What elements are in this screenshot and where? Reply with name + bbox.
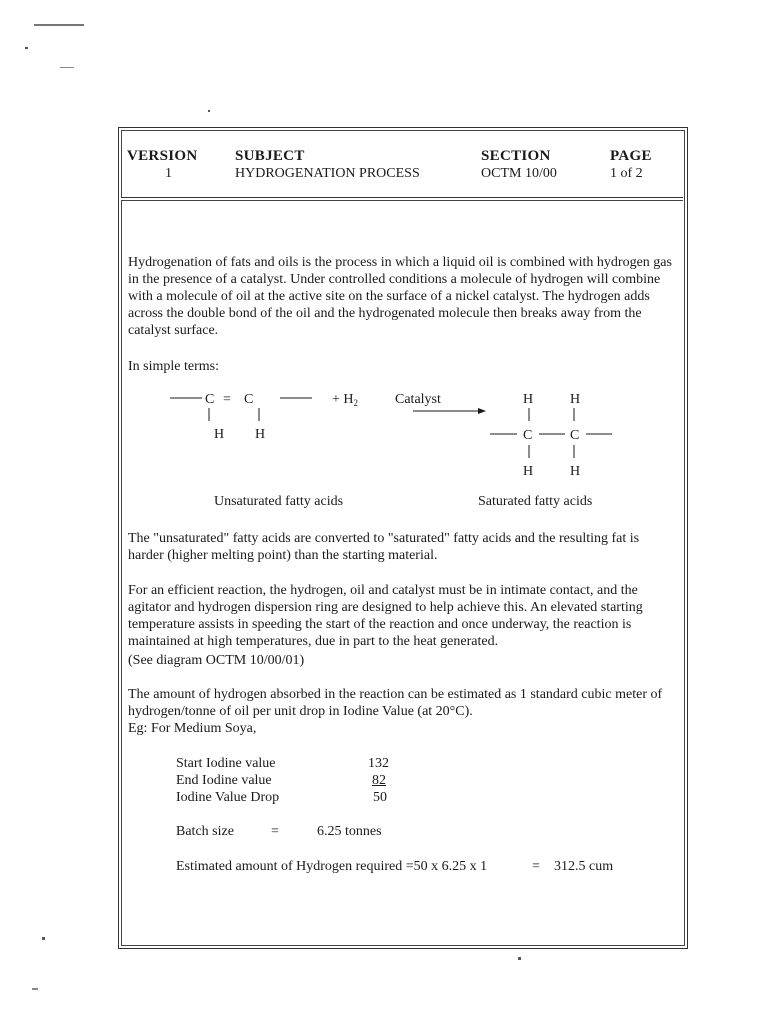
batch-size-value: 6.25 tonnes (317, 824, 382, 839)
scan-artifact (518, 957, 521, 960)
simple-terms-label: In simple terms: (128, 359, 219, 374)
intro-paragraph: Hydrogenation of fats and oils is the process in which a liquid oil is combined with hydrogen gas in the presence of a catalyst. Under controlled conditions a molecule of hydrogen will combine with a molecule of oil at the active site on the surface of a nickel catalyst. The hydrogen adds across the double bond of the oil and the hydrogenated molecule then breaks away from the catalyst surface. (128, 255, 672, 338)
start-iodine-label: Start Iodine value (176, 756, 276, 771)
hydrogen-absorbed-paragraph: The amount of hydrogen absorbed in the reaction can be estimated as 1 standard cubic meter of hydrogen/tonne of oil per unit drop in Iodine Value (at 20°C). (128, 687, 663, 719)
hydrogen-estimate-equals: = (532, 859, 540, 874)
iodine-drop-value: 50 (373, 790, 387, 805)
see-diagram-note: (See diagram OCTM 10/00/01) (128, 653, 305, 668)
hydrogen-estimate-value: 312.5 cum (554, 859, 614, 874)
saturated-caption: Saturated fatty acids (478, 494, 593, 509)
scan-artifact (34, 24, 84, 26)
page-value: 1 of 2 (610, 166, 643, 181)
hydrogen-atom: H (214, 427, 225, 442)
subject-label: SUBJECT (235, 148, 305, 164)
scan-artifact (60, 67, 74, 68)
conversion-paragraph: The "unsaturated" fatty acids are converted to "saturated" fatty acids and the resulting fat is harder (higher melting point) than the starting material. (128, 531, 640, 563)
hydrogen-atom: H (523, 464, 534, 479)
carbon-atom: C (205, 392, 215, 407)
scan-artifact (25, 47, 28, 49)
hydrogen-atom: H (570, 464, 581, 479)
efficiency-paragraph: For an efficient reaction, the hydrogen, oil and catalyst must be in intimate contact, and the agitator and hydrogen dispersion ring are designed to help achieve this. An elevated starting temperature assists in speeding the start of the reaction and once underway, the reaction is maintained at high temperatures, due in part to the heat generated. (128, 583, 643, 649)
version-column (127, 148, 197, 182)
scan-artifact (42, 937, 45, 940)
carbon-atom: C (570, 428, 580, 443)
page-label: PAGE (610, 148, 652, 164)
end-iodine-value: 82 (372, 773, 386, 788)
batch-size-equals: = (271, 824, 279, 839)
hydrogen-atom: H (255, 427, 266, 442)
version-value: 1 (165, 166, 172, 181)
batch-size-label: Batch size (176, 824, 234, 839)
subject-column (235, 148, 420, 182)
unsaturated-caption: Unsaturated fatty acids (214, 494, 344, 509)
plus-hydrogen: + $H_2$ (332, 392, 359, 408)
hydrogen-atom: H (570, 392, 581, 407)
carbon-atom: C (244, 392, 254, 407)
section-label: SECTION (481, 148, 551, 164)
subject-value: HYDROGENATION PROCESS (235, 166, 420, 181)
page-column (610, 148, 652, 182)
hydrogen-estimate-label: Estimated amount of Hydrogen required =50 x 6.25 x 1 (176, 859, 488, 874)
section-column (481, 148, 557, 182)
iodine-drop-label: Iodine Value Drop (176, 790, 280, 805)
end-iodine-label: End Iodine value (176, 773, 272, 788)
section-value: OCTM 10/00 (481, 166, 557, 181)
scan-artifact (32, 988, 38, 990)
catalyst-label: Catalyst (395, 392, 441, 407)
example-label: Eg: For Medium Soya, (128, 721, 257, 736)
reaction-arrow-head (478, 408, 486, 414)
double-bond: = (223, 392, 231, 407)
scan-artifact (208, 110, 210, 112)
hydrogen-atom: H (523, 392, 534, 407)
version-label: VERSION (127, 148, 198, 164)
start-iodine-value: 132 (368, 756, 389, 771)
carbon-atom: C (523, 428, 533, 443)
